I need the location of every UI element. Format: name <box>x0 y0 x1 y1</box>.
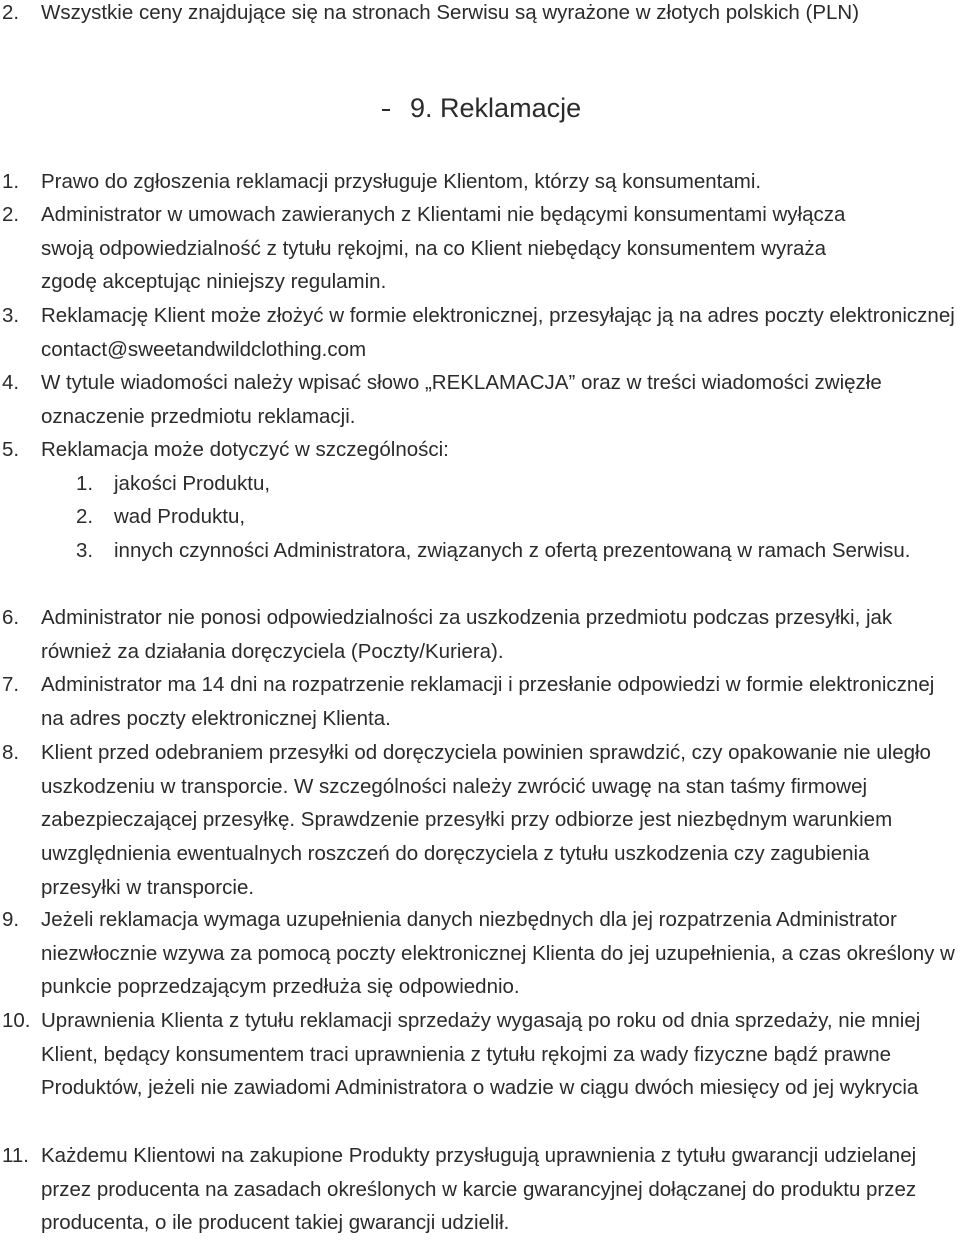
sub-list-item-text: jakości Produktu, <box>114 472 271 495</box>
list-item-text: Każdemu Klientowi na zakupione Produkty przysługują uprawnienia z tytułu gwarancji udzielanej przez producenta na zasadach określonych w karcie gwarancyjnej dołączanej do produktu przez producenta, o ile producent takiej gwarancji udzielił. <box>41 1144 917 1235</box>
section-title: Reklamacje <box>440 93 582 123</box>
list-item-text: Jeżeli reklamacja wymaga uzupełnienia danych niezbędnych dla jej rozpatrzenia Administrator niezwłocznie wzywa za pomocą poczty elektronicznej Klienta do jej uzupełnienia, a czas określony w punkcie poprzedzającym przedłuża się odpowiednio. <box>41 908 955 999</box>
sub-list-item-number: 3. <box>76 539 94 562</box>
list-item-number: 7. <box>2 673 20 696</box>
list-item-text: Administrator ma 14 dni na rozpatrzenie reklamacji i przesłanie odpowiedzi w formie elektronicznej na adres poczty elektronicznej Klienta. <box>41 673 935 730</box>
section-heading <box>382 90 581 126</box>
bullet-dash-icon <box>382 109 390 111</box>
list-item-number: 11. <box>2 1144 29 1167</box>
list-item-number: 2. <box>2 1 20 24</box>
sub-list-item-text: wad Produktu, <box>114 505 246 528</box>
list-item-text: W tytule wiadomości należy wpisać słowo „REKLAMACJA” oraz w treści wiadomości zwięzłe oznaczenie przedmiotu reklamacji. <box>41 371 882 428</box>
list-item-text: Reklamację Klient może złożyć w formie elektronicznej, przesyłając ją na adres poczty elektronicznej contact@sweetandwildclothing.com <box>41 304 955 361</box>
list-item-text: Wszystkie ceny znajdujące się na stronach Serwisu są wyrażone w złotych polskich (PLN) <box>41 1 860 24</box>
sub-list-item-text: innych czynności Administratora, związanych z ofertą prezentowaną w ramach Serwisu. <box>114 539 911 562</box>
sub-list-item-number: 2. <box>76 505 94 528</box>
sub-list-item-number: 1. <box>76 472 94 495</box>
list-item-text: Klient przed odebraniem przesyłki od doręczyciela powinien sprawdzić, czy opakowanie nie uległo uszkodzeniu w transporcie. W szczególności należy zwrócić uwagę na stan taśmy firmowej zabezpieczającej przesyłkę. Sprawdzenie przesyłki przy odbiorze jest niezbędnym warunkiem uwzględnienia ewentualnych roszczeń do doręczyciela z tytułu uszkodzenia czy zagubienia przesyłki w transporcie. <box>41 741 931 899</box>
list-item-text: Uprawnienia Klienta z tytułu reklamacji sprzedaży wygasają po roku od dnia sprzedaży, nie mniej Klient, będący konsumentem traci uprawnienia z tytułu rękojmi za wady fizyczne bądź prawne Produktów, jeżeli nie zawiadomi Administratora o wadzie w ciągu dwóch miesięcy od jej wykrycia <box>41 1009 921 1100</box>
list-item-number: 1. <box>2 170 20 193</box>
list-item-number: 2. <box>2 203 20 226</box>
list-item-text: Administrator w umowach zawieranych z Klientami nie będącymi konsumentami wyłącza swoją odpowiedzialność z tytułu rękojmi, na co Klient niebędący konsumentem wyraża zgodę akceptując niniejszy regulamin. <box>41 203 846 294</box>
list-item-number: 5. <box>2 438 20 461</box>
list-item-text: Prawo do zgłoszenia reklamacji przysługuje Klientom, którzy są konsumentami. <box>41 170 762 193</box>
section-number: 9. <box>410 93 433 123</box>
list-item-number: 10. <box>2 1009 31 1032</box>
list-item-number: 3. <box>2 304 20 327</box>
list-item-number: 8. <box>2 741 20 764</box>
list-item-text: Reklamacja może dotyczyć w szczególności: <box>41 438 449 461</box>
list-item-number: 6. <box>2 606 20 629</box>
list-item-text: Administrator nie ponosi odpowiedzialności za uszkodzenia przedmiotu podczas przesyłki, jak również za działania doręczyciela (Poczty/Kuriera). <box>41 606 893 663</box>
list-item-number: 9. <box>2 908 20 931</box>
list-item-number: 4. <box>2 371 20 394</box>
